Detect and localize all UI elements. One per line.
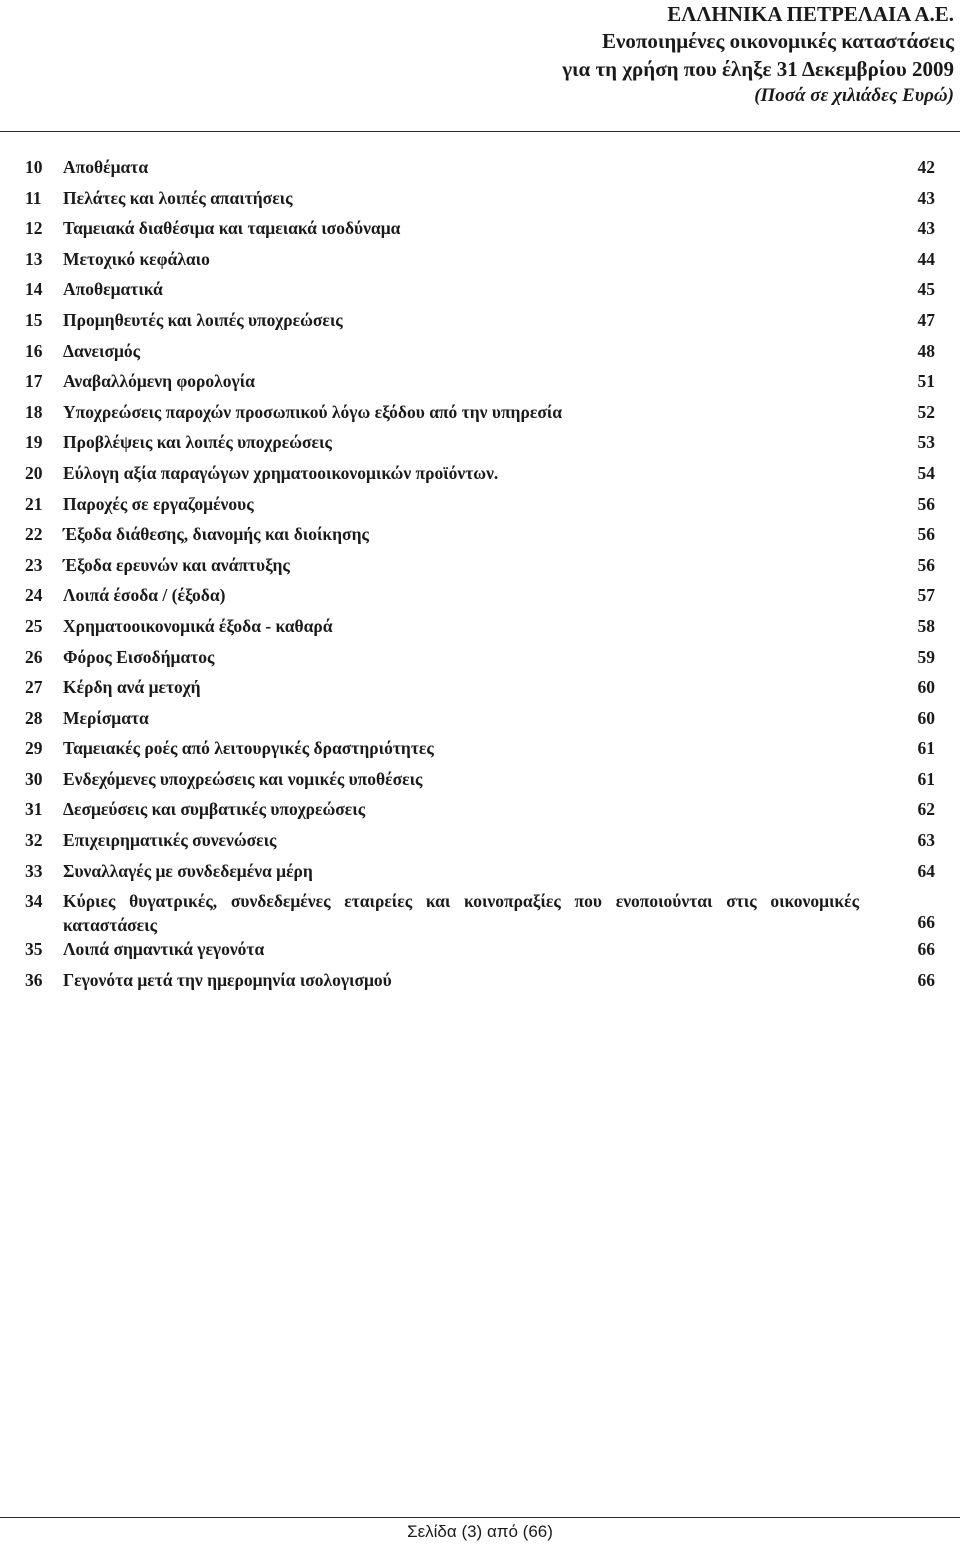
toc-entry-number: 19 (25, 432, 43, 453)
toc-entry-title: Μερίσματα (63, 707, 149, 728)
toc-entry-number: 28 (25, 707, 43, 728)
toc-entry (0, 336, 960, 367)
toc-entry-number: 26 (25, 646, 43, 667)
toc-entry (0, 856, 960, 887)
toc-entry-number: 35 (25, 939, 43, 960)
toc-entry-page: 42 (917, 157, 935, 177)
toc-entry-page: 56 (917, 524, 935, 545)
document-title: Ενοποιημένες οικονομικές καταστάσεις (601, 29, 954, 53)
toc-entry-title: Πελάτες και λοιπές απαιτήσεις (63, 187, 293, 208)
toc-entry (0, 427, 960, 458)
toc-entry-number: 16 (25, 340, 43, 361)
toc-entry-title: Αναβαλλόμενη φορολογία (63, 371, 255, 392)
toc-entry-title: Λοιπά έσοδα / (έξοδα) (63, 585, 226, 606)
toc-entry-title: Ενδεχόμενες υποχρεώσεις και νομικές υποθέσεις (63, 768, 423, 789)
toc-entry-title: Κύριες θυγατρικές, συνδεδεμένες εταιρείες και κοινοπραξίες που ενοποιούνται στις οικονομικές καταστάσεις (63, 891, 859, 936)
toc-entry (0, 397, 960, 428)
currency-units-note: (Ποσά σε χιλιάδες Ευρώ) (754, 85, 954, 106)
toc-entry (0, 611, 960, 642)
toc-entry-number: 20 (25, 462, 43, 483)
toc-entry (0, 305, 960, 336)
toc-entry-title: Μετοχικό κεφάλαιο (63, 248, 210, 269)
toc-entry (0, 274, 960, 305)
toc-entry-page: 54 (917, 462, 935, 483)
header-divider (0, 131, 960, 132)
toc-entry (0, 183, 960, 214)
toc-entry-title: Προμηθευτές και λοιπές υποχρεώσεις (63, 309, 343, 330)
toc-entry-page: 61 (917, 768, 935, 789)
toc-entry (0, 550, 960, 581)
toc-entry-page: 66 (917, 912, 935, 933)
toc-entry-page: 58 (917, 615, 935, 636)
toc-entry-page: 60 (917, 677, 935, 698)
toc-entry (0, 764, 960, 795)
toc-entry-title: Λοιπά σημαντικά γεγονότα (63, 939, 265, 960)
toc-entry-page: 53 (917, 432, 935, 453)
page-number: Σελίδα (3) από (66) (407, 1522, 553, 1541)
toc-entry-page: 59 (917, 646, 935, 667)
toc-entry-title: Χρηματοοικονομικά έξοδα - καθαρά (63, 615, 333, 636)
toc-entry-number: 24 (25, 585, 43, 606)
toc-entry-title: Έξοδα διάθεσης, διανομής και διοίκησης (63, 524, 369, 545)
toc-entry-title: Δανεισμός (63, 340, 141, 361)
toc-entry (0, 672, 960, 703)
reporting-period: για τη χρήση που έληξε 31 Δεκεμβρίου 2009 (562, 57, 954, 81)
toc-entry-title: Ταμειακά διαθέσιμα και ταμειακά ισοδύναμα (63, 218, 401, 239)
toc-entry-page: 45 (917, 279, 935, 300)
toc-entry-number: 14 (25, 279, 43, 300)
toc-entry-title: Παροχές σε εργαζομένους (63, 493, 254, 514)
toc-entry-title: Εύλογη αξία παραγώγων χρηματοοικονομικών προϊόντων. (63, 462, 499, 483)
page-header (254, 0, 954, 109)
toc-entry (0, 965, 960, 996)
toc-entry (0, 642, 960, 673)
toc-entry-title: Προβλέψεις και λοιπές υποχρεώσεις (63, 432, 332, 453)
toc-entry-number: 33 (25, 860, 43, 881)
toc-entry-title: Δεσμεύσεις και συμβατικές υποχρεώσεις (63, 799, 366, 820)
toc-entry-title: Κέρδη ανά μετοχή (63, 677, 201, 698)
toc-entry-number: 21 (25, 493, 43, 514)
toc-entry-title: Φόρος Εισοδήματος (63, 646, 215, 667)
toc-entry-page: 48 (917, 340, 935, 361)
toc-entry (0, 794, 960, 825)
toc-entry (0, 703, 960, 734)
toc-entry-page: 51 (917, 371, 935, 392)
toc-entry-number: 15 (25, 309, 43, 330)
toc-entry-page: 61 (917, 738, 935, 759)
toc-entry-number: 10 (25, 157, 43, 177)
toc-entry-title: Επιχειρηματικές συνενώσεις (63, 830, 277, 851)
toc-entry (0, 733, 960, 764)
toc-entry-number: 29 (25, 738, 43, 759)
toc-entry-number: 36 (25, 969, 43, 990)
toc-entry-page: 66 (917, 969, 935, 990)
toc-entry-number: 32 (25, 830, 43, 851)
toc-entry (0, 489, 960, 520)
footer-divider (0, 1517, 960, 1518)
toc-entry-page: 44 (917, 248, 935, 269)
toc-entry-number: 12 (25, 218, 43, 239)
toc-entry-number: 13 (25, 248, 43, 269)
toc-entry-page: 60 (917, 707, 935, 728)
toc-entry-page: 47 (917, 309, 935, 330)
toc-entry (0, 934, 960, 965)
toc-entry-number: 23 (25, 554, 43, 575)
toc-entry-number: 11 (25, 187, 42, 208)
toc-entry (0, 244, 960, 275)
toc-entry-title: Αποθέματα (63, 157, 149, 177)
toc-entry-title: Αποθεματικά (63, 279, 163, 300)
toc-entry (0, 366, 960, 397)
toc-entry-number: 22 (25, 524, 43, 545)
toc-entry-page: 62 (917, 799, 935, 820)
toc-entry-page: 63 (917, 830, 935, 851)
toc-entry-number: 30 (25, 768, 43, 789)
toc-entry-number: 25 (25, 615, 43, 636)
company-name: ΕΛΛΗΝΙΚΑ ΠΕΤΡΕΛΑΙΑ Α.Ε. (667, 2, 954, 26)
table-of-contents (0, 152, 960, 995)
toc-entry-number: 31 (25, 799, 43, 820)
toc-entry-page: 64 (917, 860, 935, 881)
toc-entry-page: 66 (917, 939, 935, 960)
toc-entry-page: 56 (917, 554, 935, 575)
toc-entry-title: Συναλλαγές με συνδεδεμένα μέρη (63, 860, 313, 881)
toc-entry-page: 43 (917, 218, 935, 239)
toc-entry-number: 27 (25, 677, 43, 698)
toc-entry (0, 458, 960, 489)
toc-entry-page: 57 (917, 585, 935, 606)
toc-entry (0, 580, 960, 611)
toc-entry-number: 34 (25, 891, 43, 912)
toc-entry (0, 825, 960, 856)
toc-entry-page: 43 (917, 187, 935, 208)
toc-entry-title: Γεγονότα μετά την ημερομηνία ισολογισμού (63, 969, 392, 990)
toc-entry-page: 52 (917, 401, 935, 422)
toc-entry (0, 152, 960, 183)
toc-entry (0, 519, 960, 550)
toc-entry-title: Ταμειακές ροές από λειτουργικές δραστηριότητες (63, 738, 434, 759)
toc-entry-number: 17 (25, 371, 43, 392)
toc-entry-number: 18 (25, 401, 43, 422)
toc-entry-title: Υποχρεώσεις παροχών προσωπικού λόγω εξόδου από την υπηρεσία (63, 401, 563, 422)
toc-entry-title: Έξοδα ερευνών και ανάπτυξης (63, 554, 290, 575)
toc-entry (0, 886, 960, 934)
toc-entry (0, 213, 960, 244)
toc-entry-page: 56 (917, 493, 935, 514)
